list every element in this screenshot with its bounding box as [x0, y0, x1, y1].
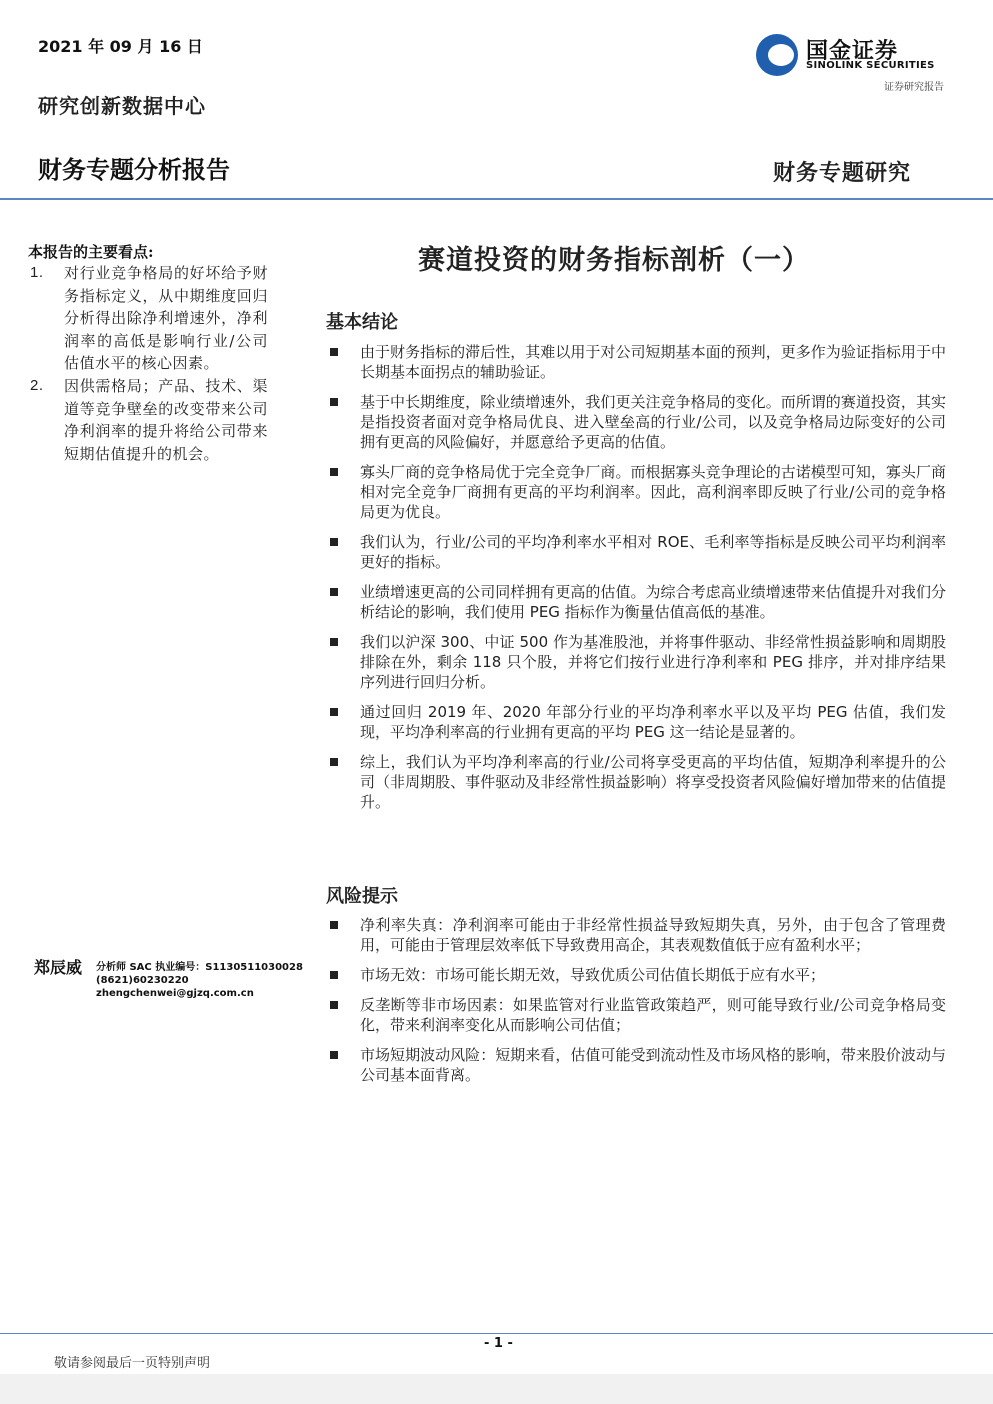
list-item [326, 752, 946, 812]
list-item-text: 市场短期波动风险：短期来看，估值可能受到流动性及市场风格的影响，带来股价波动与公司基本面背离。 [360, 1046, 946, 1084]
footer-band [0, 1374, 993, 1404]
bullet-square-icon [330, 1051, 338, 1059]
bullet-square-icon [330, 758, 338, 766]
bullet-square-icon [330, 588, 338, 596]
footer-divider [0, 1333, 993, 1334]
list-item-number: 2. [30, 376, 44, 394]
bullet-square-icon [330, 538, 338, 546]
logo-english-name: SINOLINK SECURITIES [806, 60, 935, 71]
analyst-name: 郑辰威 [34, 958, 83, 977]
list-item [326, 532, 946, 572]
bullet-square-icon [330, 638, 338, 646]
report-date: 2021 年 09 月 16 日 [38, 37, 203, 56]
list-item [326, 1045, 946, 1085]
sidebar-highlights [28, 262, 268, 465]
bullet-square-icon [330, 921, 338, 929]
page-title: 赛道投资的财务指标剖析（一） [418, 245, 810, 276]
header-divider [0, 198, 993, 200]
list-item [326, 462, 946, 522]
page-number: - 1 - [484, 1336, 513, 1351]
list-item-text: 业绩增速更高的公司同样拥有更高的估值。为综合考虑高业绩增速带来估值提升对我们分析结论的影响，我们使用 PEG 指标作为衡量估值高低的基准。 [360, 583, 946, 621]
list-item [28, 375, 268, 465]
list-item-text: 反垄断等非市场因素：如果监管对行业监管政策趋严，则可能导致行业/公司竞争格局变化，带来利润率变化从而影响公司估值； [360, 996, 946, 1034]
list-item-text: 净利率失真：净利润率可能由于非经常性损益导致短期失真，另外，由于包含了管理费用，可能由于管理层效率低下导致费用高企，其表观数值低于应有盈利水平； [360, 916, 946, 954]
list-item [326, 392, 946, 452]
list-item-text: 由于财务指标的滞后性，其难以用于对公司短期基本面的预判，更多作为验证指标用于中长期基本面拐点的辅助验证。 [360, 343, 946, 381]
list-item [326, 342, 946, 382]
analyst-email[interactable]: zhengchenwei@gjzq.com.cn [96, 988, 254, 999]
list-item-text: 因供需格局；产品、技术、渠道等竞争壁垒的改变带来公司净利润率的提升将给公司带来短期估值提升的机会。 [64, 376, 268, 463]
bullet-square-icon [330, 971, 338, 979]
list-item [28, 262, 268, 375]
list-item [326, 702, 946, 742]
list-item [326, 965, 946, 985]
report-type: 财务专题分析报告 [38, 156, 230, 184]
risks-heading: 风险提示 [326, 886, 398, 907]
risks-list [326, 915, 946, 1095]
logo-tagline: 证券研究报告 [884, 82, 944, 93]
list-item-text: 我们以沪深 300、中证 500 作为基准股池，并将事件驱动、非经常性损益影响和周期股排除在外，剩余 118 只个股，并将它们按行业进行净利率和 PEG 排序，并对排序结果序列进行回归分析。 [360, 633, 946, 691]
logo-emblem-icon [756, 34, 798, 76]
footer-disclaimer: 敬请参阅最后一页特别声明 [54, 1356, 211, 1371]
bullet-square-icon [330, 398, 338, 406]
bullet-square-icon [330, 1001, 338, 1009]
report-subject: 财务专题研究 [772, 160, 911, 186]
sidebar-title: 本报告的主要看点: [28, 243, 154, 261]
list-item-text: 通过回归 2019 年、2020 年部分行业的平均净利率水平以及平均 PEG 估值，我们发现，平均净利率高的行业拥有更高的平均 PEG 这一结论是显著的。 [360, 703, 946, 741]
list-item [326, 995, 946, 1035]
list-item [326, 582, 946, 622]
analyst-info [96, 961, 303, 1000]
list-item [326, 915, 946, 955]
list-item-text: 基于中长期维度，除业绩增速外，我们更关注竞争格局的变化。而所谓的赛道投资，其实是指投资者面对竞争格局优良、进入壁垒高的行业/公司，以及竞争格局边际变好的公司拥有更高的风险偏好，并愿意给予更高的估值。 [360, 393, 946, 451]
bullet-square-icon [330, 348, 338, 356]
list-item [326, 632, 946, 692]
analyst-phone: (8621)60230220 [96, 975, 189, 986]
list-item-text: 市场无效：市场可能长期无效，导致优质公司估值长期低于应有水平； [360, 966, 826, 984]
bullet-square-icon [330, 468, 338, 476]
conclusions-list [326, 342, 946, 822]
bullet-square-icon [330, 708, 338, 716]
list-item-number: 1. [30, 264, 44, 281]
list-item-text: 寡头厂商的竞争格局优于完全竞争厂商。而根据寡头竞争理论的古诺模型可知，寡头厂商相对完全竞争厂商拥有更高的平均利润率。因此，高利润率即反映了行业/公司的竞争格局更为优良。 [360, 463, 946, 521]
list-item-text: 我们认为，行业/公司的平均净利率水平相对 ROE、毛利率等指标是反映公司平均利润率更好的指标。 [360, 533, 946, 571]
conclusions-heading: 基本结论 [326, 312, 398, 333]
logo-chinese-name: 国金证券 [806, 39, 899, 64]
list-item-text: 对行业竞争格局的好坏给予财务指标定义，从中期维度回归分析得出除净利增速外，净利润率的高低是影响行业/公司估值水平的核心因素。 [64, 264, 268, 373]
department-name: 研究创新数据中心 [38, 94, 206, 118]
company-logo [756, 32, 946, 94]
list-item-text: 综上，我们认为平均净利率高的行业/公司将享受更高的平均估值，短期净利率提升的公司（非周期股、事件驱动及非经常性损益影响）将享受投资者风险偏好增加带来的估值提升。 [360, 753, 946, 811]
analyst-license: 分析师 SAC 执业编号：S1130511030028 [96, 962, 303, 973]
